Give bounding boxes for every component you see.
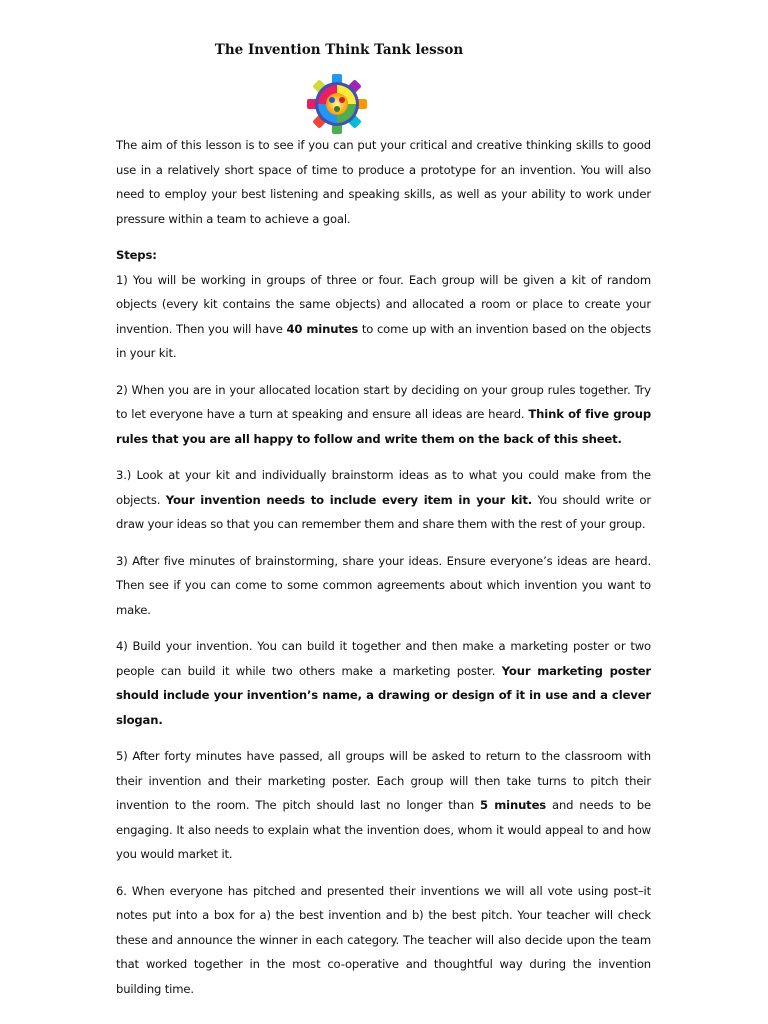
step-5-text-a: 5) After forty minutes have passed, all groups will be asked to return to the classroom with their invention and their marketing poster. Each group will then take turns to pitch their invention to the room. The pitch should last no longer than: [116, 749, 651, 812]
step-3a-text-c: You should write or draw your ideas so that you can remember them and share them with the rest of your group.: [116, 492, 651, 531]
document-body: [116, 133, 651, 1013]
step-2-paragraph: [116, 378, 651, 452]
step-4-bold: Your marketing poster should include your invention’s name, a drawing or design of it in use and a clever slogan.: [116, 663, 651, 727]
steps-heading: Steps:: [116, 248, 157, 262]
intro-paragraph: The aim of this lesson is to see if you can put your critical and creative thinking skills to good use in a relatively short space of time to produce a prototype for an invention. You will also need to employ your best listening and speaking skills, as well as your ability to work under pressure within a team to achieve a goal.: [116, 138, 651, 226]
step-3a-bold: Your invention needs to include every item in your kit.: [165, 492, 532, 507]
colorful-gear-people-icon: [305, 73, 369, 135]
step-2-bold: Think of five group rules that you are all happy to follow and write them on the back of this sheet.: [116, 407, 652, 446]
step-3a-text-a: 3.) Look at your kit and individually brainstorm ideas as to what you could make from the objects.: [116, 468, 651, 507]
step-4-text-a: 4) Build your invention. You can build it together and then make a marketing poster or two people can build it while two others make a marketing poster.: [116, 639, 651, 678]
step-1-text-c: to come up with an invention based on the objects in your kit.: [116, 321, 651, 360]
step-3b-paragraph: 3) After five minutes of brainstorming, share your ideas. Ensure everyone’s ideas are heard. Then see if you can come to some common agreements about which invention you want to make.: [116, 553, 651, 617]
step-6-paragraph: 6. When everyone has pitched and presented their inventions we will all vote using post–it notes put into a box for a) the best invention and b) the best pitch. Your teacher will check these and announce the winner in each category. The teacher will also decide upon the team that worked together in the most co-operative and thoughtful way during the invention building time.: [116, 883, 651, 996]
step-5-text-c: and needs to be engaging. It also needs to explain what the invention does, whom it would appeal to and how you would market it.: [116, 798, 651, 861]
step-2-text-a: 2) When you are in your allocated location start by deciding on your group rules together. Try to let everyone have a turn at speaking and ensure all ideas are heard.: [116, 382, 651, 421]
step-3a-paragraph: [116, 463, 651, 537]
step-5-bold: 5 minutes: [480, 798, 547, 812]
step-4-paragraph: [116, 634, 651, 732]
step-1-bold: 40 minutes: [286, 321, 359, 336]
step-5-paragraph: [116, 744, 651, 867]
step-1-paragraph: [116, 268, 651, 366]
step-1-text-a: 1) You will be working in groups of three or four. Each group will be given a kit of random objects (every kit contains the same objects) and allocated a room or place to create your invention. Then you will have: [116, 272, 651, 336]
document-title: The Invention Think Tank lesson: [214, 42, 464, 58]
